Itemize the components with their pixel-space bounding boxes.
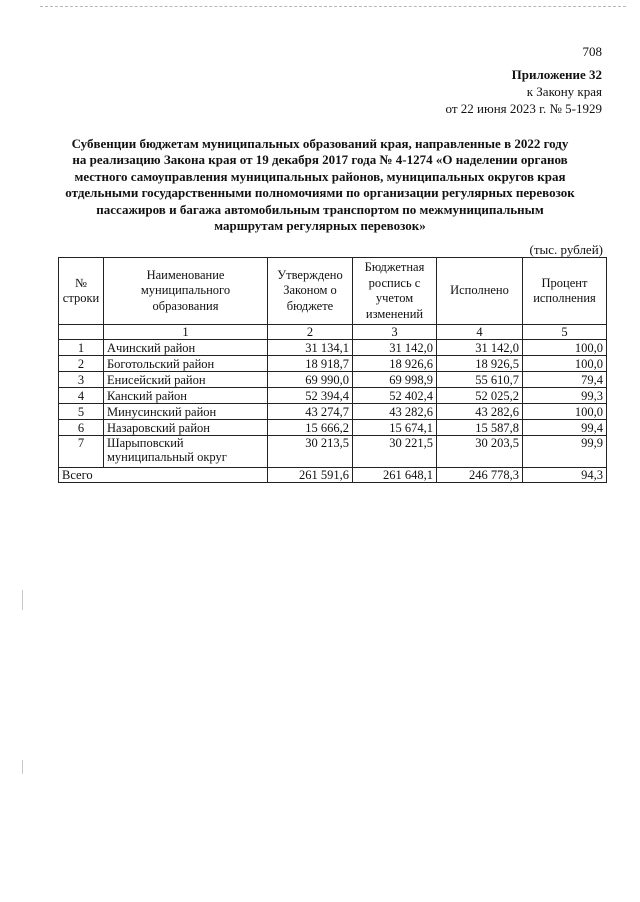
percent-value: 100,0 bbox=[523, 340, 607, 356]
title-line: на реализацию Закона края от 19 декабря 2017 года № 4-1274 «О наделении органов bbox=[72, 152, 568, 168]
table-total-row bbox=[59, 468, 607, 483]
municipality-name: Ачинский район bbox=[104, 340, 268, 356]
total-approved: 261 591,6 bbox=[268, 468, 353, 483]
row-number: 1 bbox=[59, 340, 104, 356]
executed-value: 52 025,2 bbox=[437, 388, 523, 404]
row-number: 4 bbox=[59, 388, 104, 404]
table-row bbox=[59, 356, 607, 372]
column-number: 2 bbox=[268, 325, 353, 340]
total-budget-list: 261 648,1 bbox=[353, 468, 437, 483]
table-header-row bbox=[59, 258, 607, 325]
scan-edge-line bbox=[40, 6, 626, 7]
municipality-name: Канский район bbox=[104, 388, 268, 404]
units-label: (тыс. рублей) bbox=[529, 242, 603, 257]
budget-list-value: 15 674,1 bbox=[353, 420, 437, 436]
total-label: Всего bbox=[59, 468, 268, 483]
executed-value: 55 610,7 bbox=[437, 372, 523, 388]
header-executed: Исполнено bbox=[437, 258, 523, 325]
document-title bbox=[60, 136, 580, 234]
total-percent: 94,3 bbox=[523, 468, 607, 483]
table-row bbox=[59, 388, 607, 404]
title-line: маршрутам регулярных перевозок» bbox=[214, 218, 426, 234]
approved-value: 69 990,0 bbox=[268, 372, 353, 388]
approved-value: 52 394,4 bbox=[268, 388, 353, 404]
municipality-name: Назаровский район bbox=[104, 420, 268, 436]
title-line: отдельными государственными полномочиями по организации регулярных перевозок bbox=[65, 185, 575, 201]
row-number: 6 bbox=[59, 420, 104, 436]
executed-value: 30 203,5 bbox=[437, 436, 523, 468]
budget-list-value: 52 402,4 bbox=[353, 388, 437, 404]
header-row-number: № строки bbox=[59, 258, 104, 325]
municipality-name: Минусинский район bbox=[104, 404, 268, 420]
row-number: 3 bbox=[59, 372, 104, 388]
budget-list-value: 31 142,0 bbox=[353, 340, 437, 356]
table-row bbox=[59, 372, 607, 388]
scan-edge-mark bbox=[22, 590, 23, 610]
percent-value: 100,0 bbox=[523, 356, 607, 372]
percent-value: 100,0 bbox=[523, 404, 607, 420]
column-number-blank bbox=[59, 325, 104, 340]
row-number: 5 bbox=[59, 404, 104, 420]
table-row bbox=[59, 436, 607, 468]
table-row bbox=[59, 340, 607, 356]
total-executed: 246 778,3 bbox=[437, 468, 523, 483]
percent-value: 99,9 bbox=[523, 436, 607, 468]
table-row bbox=[59, 420, 607, 436]
municipality-name: Енисейский район bbox=[104, 372, 268, 388]
percent-value: 99,4 bbox=[523, 420, 607, 436]
row-number: 7 bbox=[59, 436, 104, 468]
approved-value: 30 213,5 bbox=[268, 436, 353, 468]
approved-value: 43 274,7 bbox=[268, 404, 353, 420]
municipality-name: Шарыповский муниципальный округ bbox=[104, 436, 268, 468]
percent-value: 79,4 bbox=[523, 372, 607, 388]
executed-value: 18 926,5 bbox=[437, 356, 523, 372]
title-line: пассажиров и багажа автомобильным транспортом по межмуниципальным bbox=[96, 201, 544, 217]
approved-value: 31 134,1 bbox=[268, 340, 353, 356]
title-line: Субвенции бюджетам муниципальных образований края, направленные в 2022 году bbox=[71, 136, 569, 151]
row-number: 2 bbox=[59, 356, 104, 372]
header-budget-list: Бюджетная роспись с учетом изменений bbox=[353, 258, 437, 325]
title-line: местного самоуправления муниципальных районов, муниципальных округов края bbox=[74, 168, 566, 184]
table-row bbox=[59, 404, 607, 420]
subsidy-table bbox=[58, 257, 607, 483]
budget-list-value: 69 998,9 bbox=[353, 372, 437, 388]
header-approved: Утверждено Законом о бюджете bbox=[268, 258, 353, 325]
executed-value: 31 142,0 bbox=[437, 340, 523, 356]
appendix-law-ref: к Закону края bbox=[526, 84, 602, 99]
column-number-row bbox=[59, 325, 607, 340]
executed-value: 15 587,8 bbox=[437, 420, 523, 436]
budget-list-value: 30 221,5 bbox=[353, 436, 437, 468]
column-number: 4 bbox=[437, 325, 523, 340]
appendix-header bbox=[0, 66, 602, 117]
column-number: 1 bbox=[104, 325, 268, 340]
page-number: 708 bbox=[582, 44, 602, 59]
header-municipality: Наименование муниципального образования bbox=[104, 258, 268, 325]
approved-value: 18 918,7 bbox=[268, 356, 353, 372]
header-percent: Процент исполнения bbox=[523, 258, 607, 325]
appendix-law-date: от 22 июня 2023 г. № 5-1929 bbox=[445, 101, 602, 116]
scan-edge-mark bbox=[22, 760, 23, 774]
column-number: 3 bbox=[353, 325, 437, 340]
municipality-name: Боготольский район bbox=[104, 356, 268, 372]
budget-list-value: 18 926,6 bbox=[353, 356, 437, 372]
appendix-title: Приложение 32 bbox=[511, 67, 602, 82]
approved-value: 15 666,2 bbox=[268, 420, 353, 436]
budget-list-value: 43 282,6 bbox=[353, 404, 437, 420]
percent-value: 99,3 bbox=[523, 388, 607, 404]
executed-value: 43 282,6 bbox=[437, 404, 523, 420]
column-number: 5 bbox=[523, 325, 607, 340]
